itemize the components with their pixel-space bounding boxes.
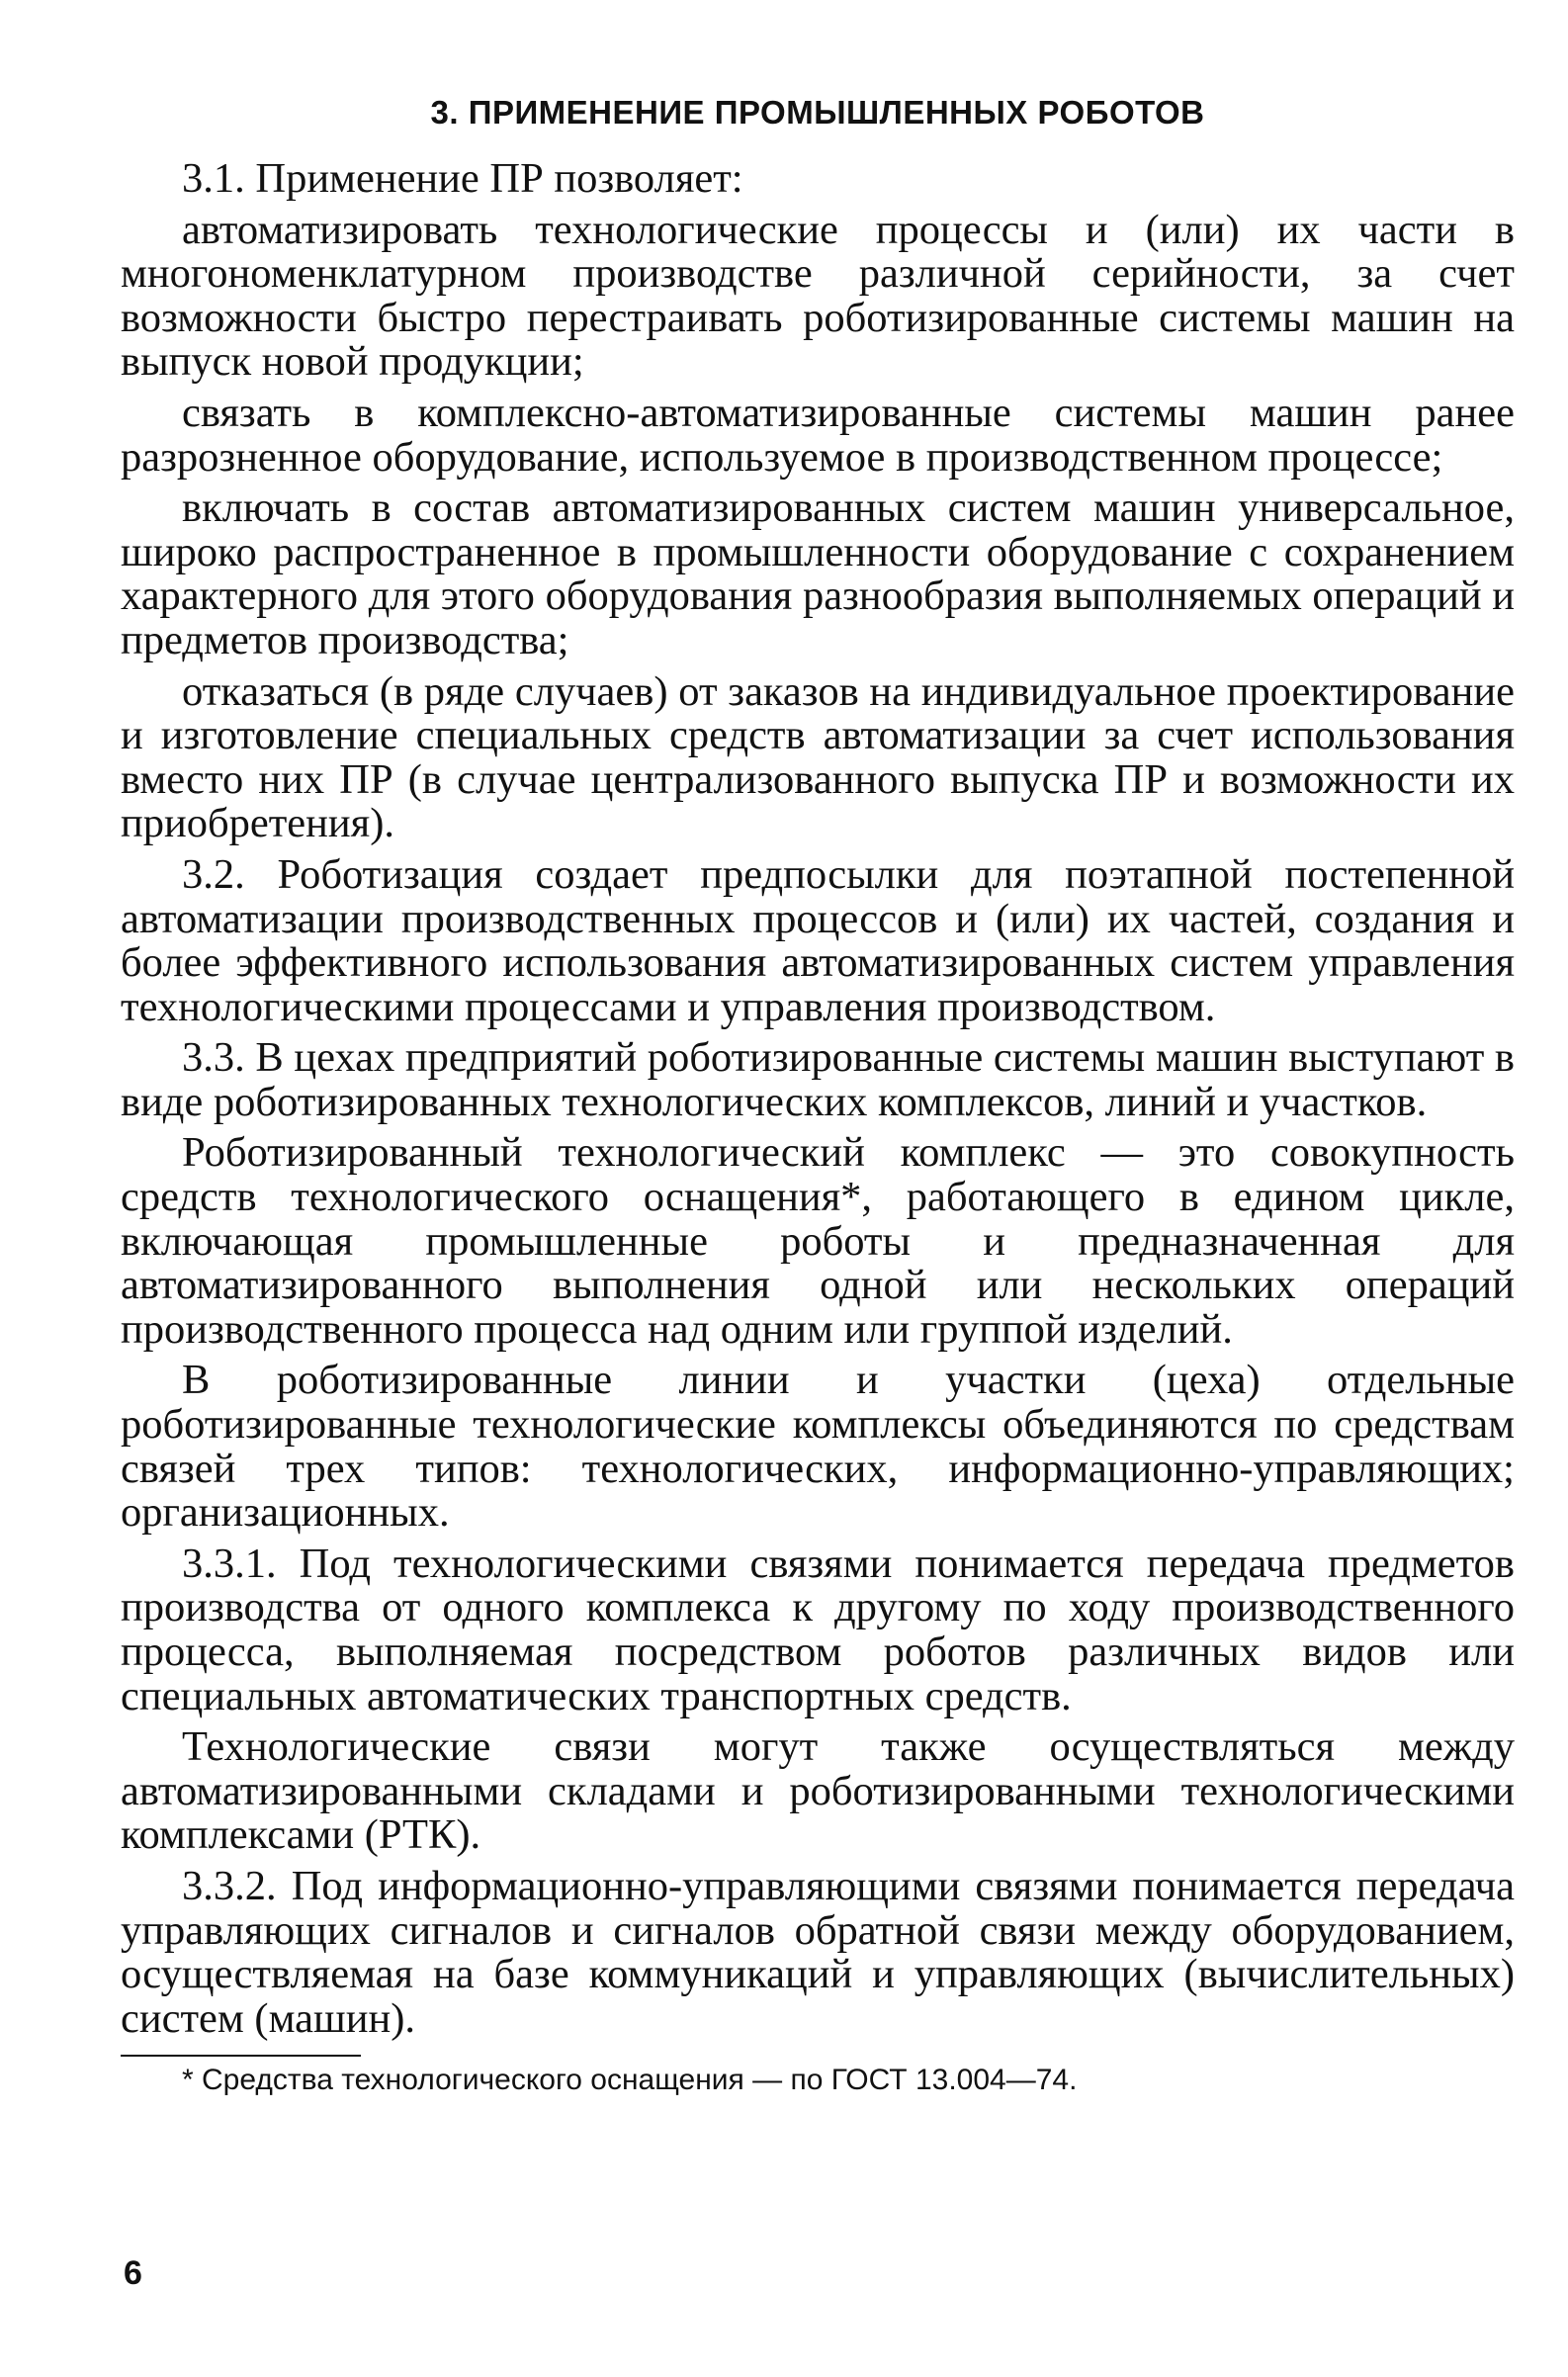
paragraph-rtk-definition: Роботизированный технологический комплекс — это совокупность средств технологического оснащения*, работающего в едином цикле, включающая промышленные роботы и предназначенная для автоматизированного выполнения одной или нескольких операций производственного процесса над одним или группой изделий. [121,1129,1515,1353]
paragraph-3-3-1: 3.3.1. Под технологическими связями понимается передача предметов производства от одного комплекса к другому по ходу производственного процесса, выполняемая посредством роботов различных видов или специальных автоматических транспортных средств. [121,1540,1515,1719]
section-title: 3. ПРИМЕНЕНИЕ ПРОМЫШЛЕННЫХ РОБОТОВ [430,94,1205,131]
paragraph-3-3: 3.3. В цехах предприятий роботизированные системы машин выступают в виде роботизированных технологических комплексов, линий и участков. [121,1034,1515,1125]
list-item-connect: связать в комплексно-автоматизированные системы машин ранее разрозненное оборудование, используемое в производственном процессе; [121,389,1515,481]
paragraph-tech-links: Технологические связи могут также осуществляться между автоматизированными складами и роботизированными технологическими комплексами (РТК). [121,1723,1515,1859]
footnote-divider [121,2055,361,2057]
list-item-include: включать в состав автоматизированных систем машин универсальное, широко распространенное в промышленности оборудование с сохранением характерного для этого оборудования разнообразия выполняемых операций и предметов производства; [121,484,1515,663]
list-item-refuse: отказаться (в ряде случаев) от заказов на индивидуальное проектирование и изготовление специальных средств автоматизации за счет использования вместо них ПР (в случае централизованного выпуска ПР и возможности их приобретения). [121,667,1515,847]
paragraph-3-3-2: 3.3.2. Под информационно-управляющими связями понимается передача управляющих сигналов и сигналов обратной связи между оборудованием, осуществляемая на базе коммуникаций и управляющих (вычислительных) систем (машин). [121,1862,1515,2042]
list-item-automate: автоматизировать технологические процессы и (или) их части в многономенклатурном производстве различной серийности, за счет возможности быстро перестраивать роботизированные системы машин на выпуск новой продукции; [121,206,1515,386]
paragraph-3-2: 3.2. Роботизация создает предпосылки для поэтапной постепенной автоматизации производственных процессов и (или) их частей, создания и более эффективного использования автоматизированных систем управления технологическими процессами и управления производством. [121,850,1515,1030]
paragraph-3-1: 3.1. Применение ПР позволяет: [182,155,743,202]
footnote: * Средства технологического оснащения — по ГОСТ 13.004—74. [182,2064,1078,2097]
paragraph-lines-sections: В роботизированные линии и участки (цеха) отдельные роботизированные технологические комплексы объединяются по средствам связей трех типов: технологических, информационно-управляющих; организационных. [121,1357,1515,1537]
page-body [121,94,1515,2098]
page-number: 6 [124,2254,142,2292]
